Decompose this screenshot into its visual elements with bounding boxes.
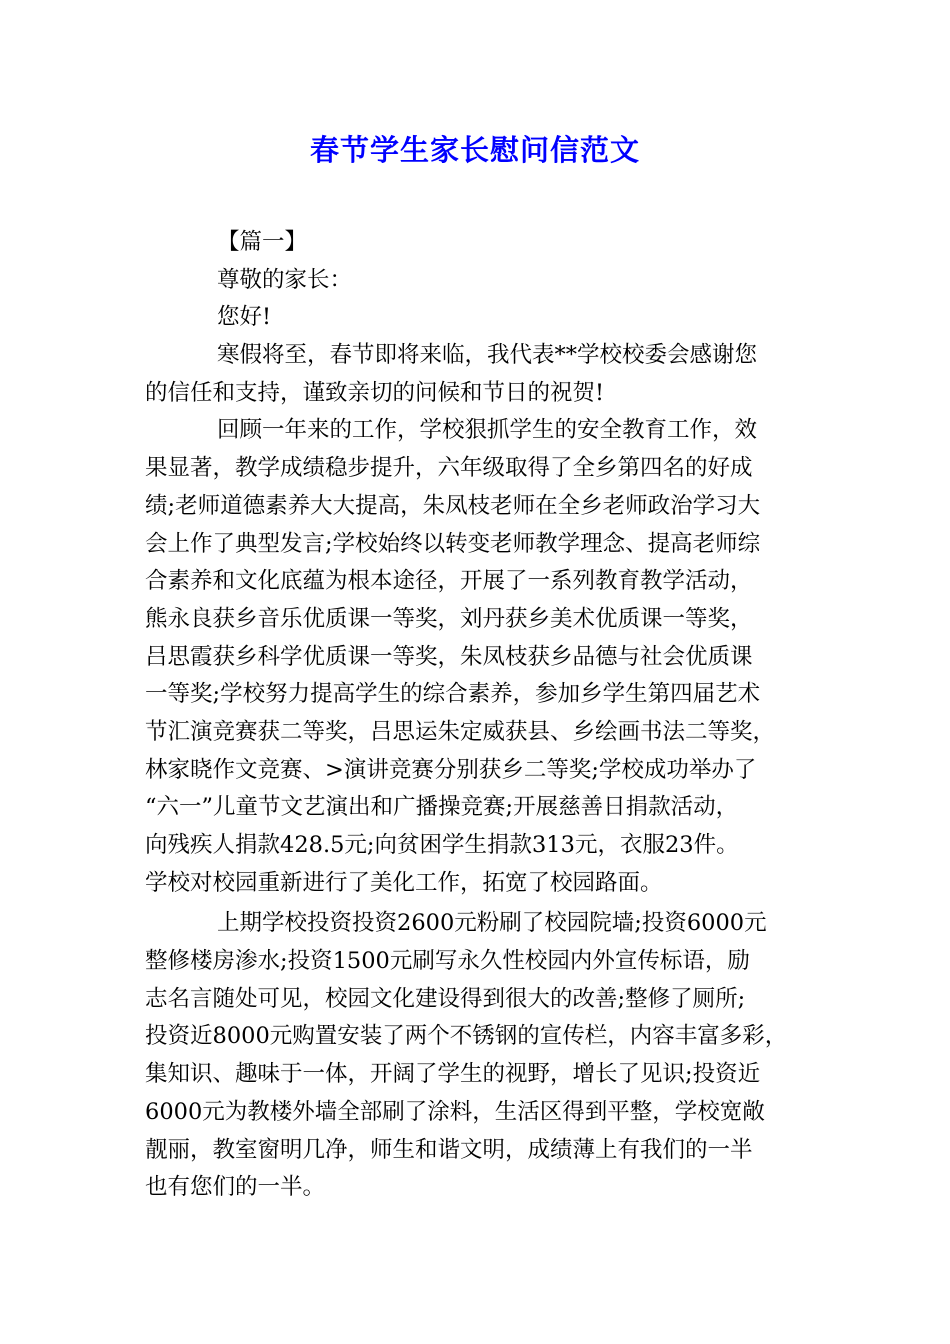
paragraph-line: 6000元为教楼外墙全部刷了涂料，生活区得到平整，学校宽敞 — [145, 1098, 765, 1125]
paragraph-line: 的信任和支持，谨致亲切的问候和节日的祝贺! — [145, 379, 605, 406]
salutation: 尊敬的家长： — [217, 266, 353, 293]
greeting: 您好! — [217, 304, 272, 331]
paragraph-line: 回顾一年来的工作，学校狠抓学生的安全教育工作，效 — [217, 417, 758, 444]
paragraph-line: 投资近8000元购置安装了两个不锈钢的宣传栏，内容丰富多彩， — [145, 1023, 788, 1050]
section-heading: 【篇一】 — [217, 229, 308, 255]
document-title: 春节学生家长慰问信范文 — [309, 133, 640, 167]
paragraph-line: 整修楼房渗水;投资1500元刷写永久性校园内外宣传标语，励 — [145, 948, 750, 975]
paragraph-line: 靓丽，教室窗明几净，师生和谐文明，成绩薄上有我们的一半 — [145, 1136, 753, 1163]
letter-body — [145, 224, 815, 1207]
paragraph-line: 志名言随处可见，校园文化建设得到很大的改善;整修了厕所; — [145, 985, 746, 1012]
paragraph-line: 集知识、趣味于一体，开阔了学生的视野，增长了见识;投资近 — [145, 1061, 761, 1088]
paragraph-line: 寒假将至，春节即将来临，我代表**学校校委会感谢您 — [217, 342, 758, 369]
paragraph-line: 一等奖;学校努力提高学生的综合素养，参加乡学生第四届艺术 — [145, 681, 761, 708]
paragraph-line: 学校对校园重新进行了美化工作，拓宽了校园路面。 — [145, 869, 663, 896]
paragraph-line: 林家晓作文竞赛、>演讲竞赛分别获乡二等奖;学校成功举办了 — [145, 756, 757, 783]
paragraph-line: 合素养和文化底蕴为根本途径，开展了一系列教育教学活动， — [145, 568, 753, 595]
paragraph-line: 也有您们的一半。 — [145, 1174, 326, 1201]
paragraph-line: 上期学校投资投资2600元粉刷了校园院墙;投资6000元 — [217, 910, 767, 937]
paragraph-line: 向残疾人捐款428.5元;向贫困学生捐款313元，衣服23件。 — [145, 832, 739, 858]
paragraph-line: “六一”儿童节文艺演出和广播操竞赛;开展慈善日捐款活动， — [145, 794, 739, 821]
paragraph-line: 熊永良获乡音乐优质课一等奖，刘丹获乡美术优质课一等奖， — [145, 605, 753, 632]
paragraph-line: 果显著，教学成绩稳步提升，六年级取得了全乡第四名的好成 — [145, 455, 753, 482]
paragraph-line: 绩;老师道德素养大大提高，朱凤枝老师在全乡老师政治学习大 — [145, 492, 761, 519]
paragraph-line: 会上作了典型发言;学校始终以转变老师教学理念、提高老师综 — [145, 530, 761, 557]
paragraph-line: 吕思霞获乡科学优质课一等奖，朱凤枝获乡品德与社会优质课 — [145, 643, 753, 670]
paragraph-line: 节汇演竞赛获二等奖，吕思运朱定威获县、乡绘画书法二等奖， — [145, 718, 776, 745]
